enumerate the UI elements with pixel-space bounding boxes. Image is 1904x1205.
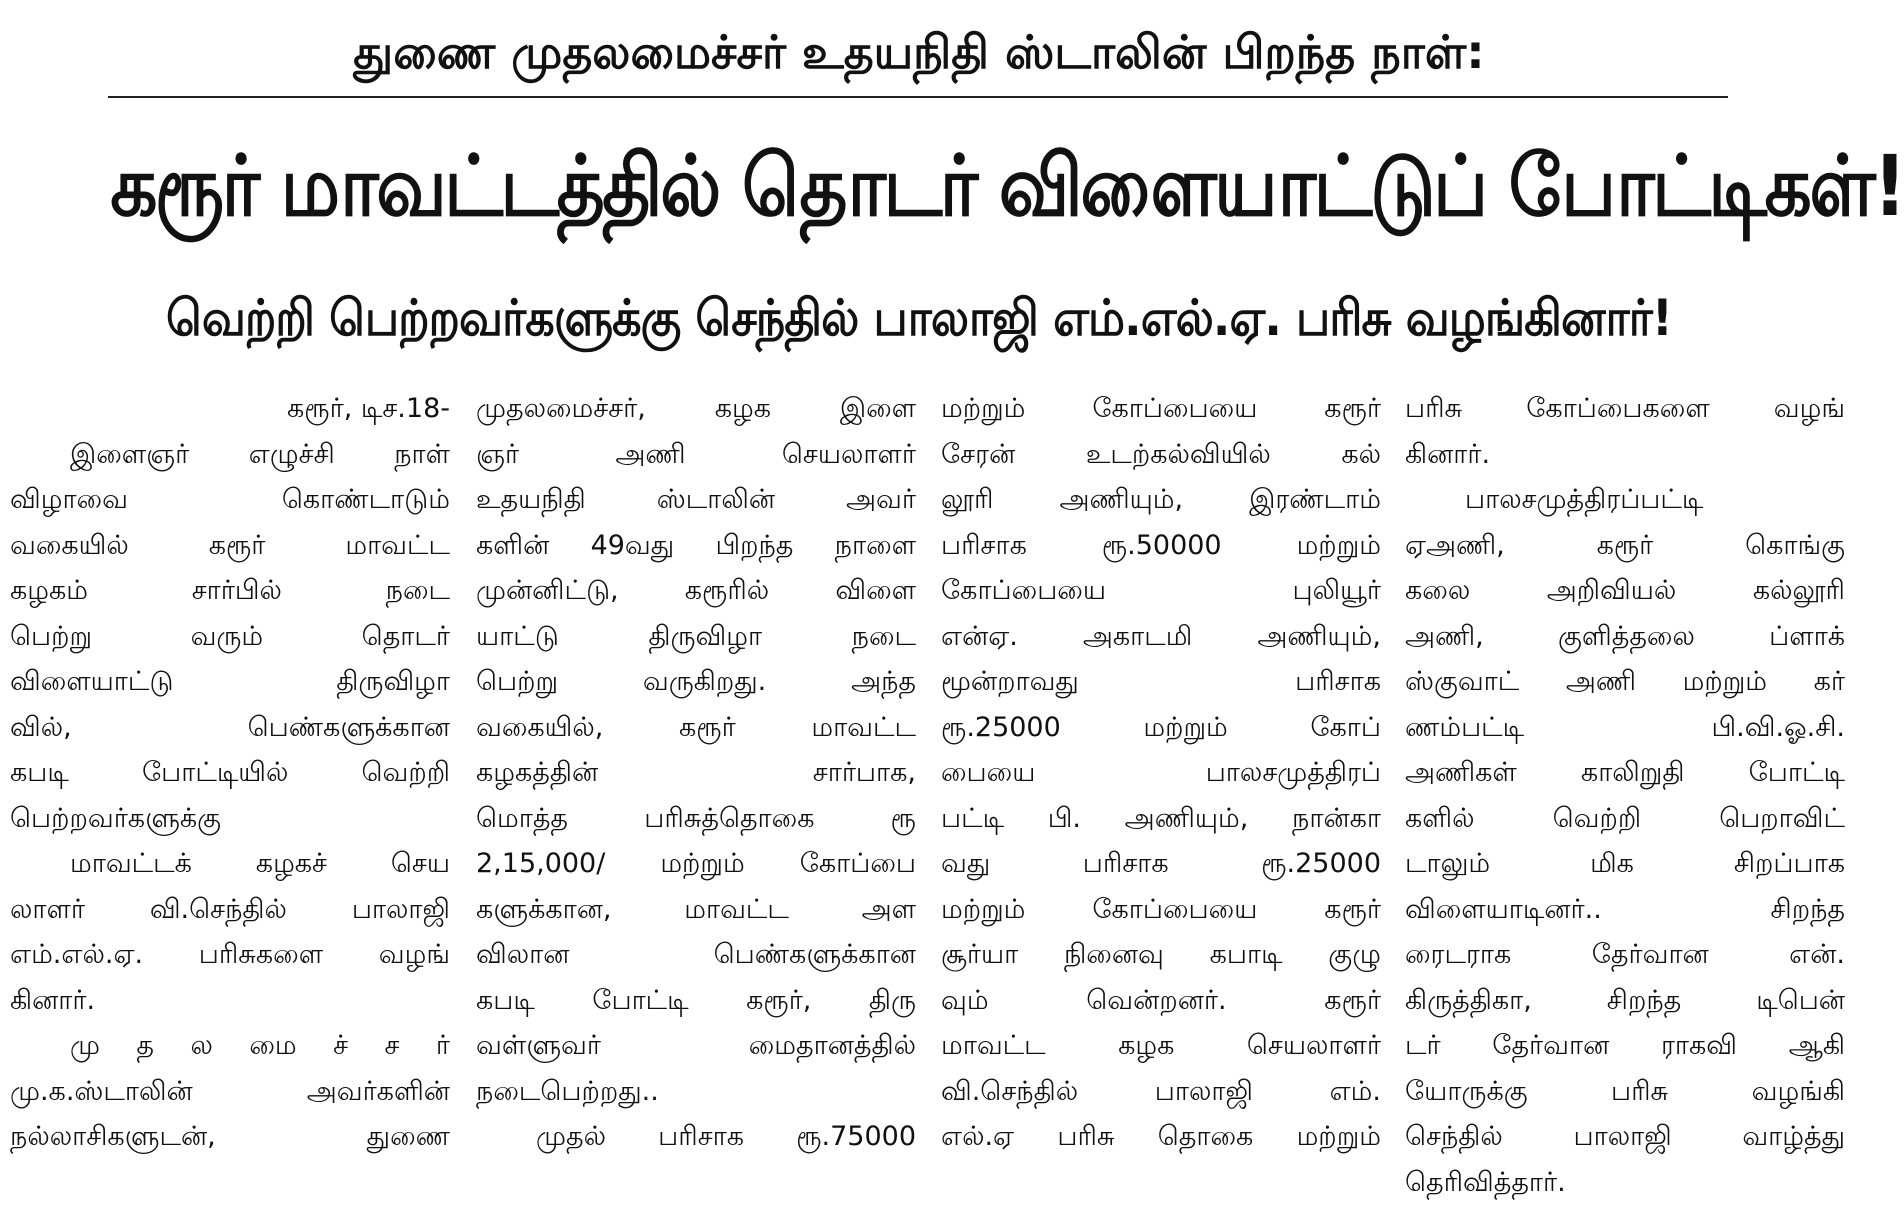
article-column-4 [1405, 386, 1845, 1176]
column-line: ரைடராக தேர்வான என். [1405, 932, 1845, 978]
column-line: கபடி போட்டியில் வெற்றி [10, 750, 450, 796]
column-line: கழகம் சார்பில் நடை [10, 568, 450, 614]
column-line: முதல் பரிசாக ரூ.75000 [476, 1114, 916, 1160]
column-line: மாவட்டக் கழகச் செய [10, 841, 450, 887]
column-line: ஞர் அணி செயலாளர் [476, 432, 916, 478]
column-line: சேரன் உடற்கல்வியில் கல் [941, 432, 1381, 478]
column-line: 2,15,000/ மற்றும் கோப்பை [476, 841, 916, 887]
column-line: வும் வென்றனர். கரூர் [941, 978, 1381, 1024]
column-line: டர் தேர்வான ராகவி ஆகி [1405, 1023, 1845, 1069]
column-line: நடைபெற்றது.. [476, 1069, 916, 1115]
column-line: வகையில், கரூர் மாவட்ட [476, 705, 916, 751]
column-line: முன்னிட்டு, கரூரில் விளை [476, 568, 916, 614]
column-line: எம்.எல்.ஏ. பரிசுகளை வழங் [10, 932, 450, 978]
column-line: மற்றும் கோப்பையை கரூர் [941, 887, 1381, 933]
column-line: மூன்றாவது பரிசாக [941, 659, 1381, 705]
column-line: செந்தில் பாலாஜி வாழ்த்து [1405, 1114, 1845, 1160]
article-column-3 [941, 386, 1381, 1176]
column-line: மு.க.ஸ்டாலின் அவர்களின் [10, 1069, 450, 1115]
column-line: ணம்பட்டி பி.வி.ஓ.சி. [1405, 705, 1845, 751]
column-line: கழகத்தின் சார்பாக, [476, 750, 916, 796]
article-subhead: வெற்றி பெற்றவர்களுக்கு செந்தில் பாலாஜி எம்.எல்.ஏ. பரிசு வழங்கினார்! [74, 282, 1765, 354]
column-line: வகையில் கரூர் மாவட்ட [10, 523, 450, 569]
column-line: அணி, குளித்தலை ப்ளாக் [1405, 614, 1845, 660]
column-line: தெரிவித்தார். [1405, 1160, 1845, 1205]
column-line: பட்டி பி. அணியும், நான்கா [941, 796, 1381, 842]
column-line: யோருக்கு பரிசு வழங்கி [1405, 1069, 1845, 1115]
column-line: நல்லாசிகளுடன், துணை [10, 1114, 450, 1160]
column-line: ரூ.25000 மற்றும் கோப் [941, 705, 1381, 751]
column-line: எல்.ஏ பரிசு தொகை மற்றும் [941, 1114, 1381, 1160]
column-line: பையை பாலசமுத்திரப் [941, 750, 1381, 796]
column-line: கோப்பையை புலியூர் [941, 568, 1381, 614]
article-column-2 [476, 386, 916, 1176]
column-line: முதலமைச்சர், கழக இளை [476, 386, 916, 432]
column-line: விளையாடினர்.. சிறந்த [1405, 887, 1845, 933]
column-line: வது பரிசாக ரூ.25000 [941, 841, 1381, 887]
column-line: கினார். [1405, 432, 1845, 478]
column-line: பெற்றவர்களுக்கு [10, 796, 450, 842]
kicker-rule [108, 96, 1728, 98]
column-line: ஏஅணி, கரூர் கொங்கு [1405, 523, 1845, 569]
column-line: லாளர் வி.செந்தில் பாலாஜி [10, 887, 450, 933]
column-line: மு த ல மை ச் ச ர் [10, 1023, 450, 1069]
column-line: சூர்யா நினைவு கபாடி குழு [941, 932, 1381, 978]
column-line: வில், பெண்களுக்கான [10, 705, 450, 751]
column-line: பரிசு கோப்பைகளை வழங் [1405, 386, 1845, 432]
dateline: கரூர், டிச.18- [10, 386, 450, 432]
column-line: என்ஏ. அகாடமி அணியும், [941, 614, 1381, 660]
column-line: களின் 49வது பிறந்த நாளை [476, 523, 916, 569]
column-line: மொத்த பரிசுத்தொகை ரூ [476, 796, 916, 842]
column-line: பாலசமுத்திரப்பட்டி [1405, 477, 1845, 523]
column-line: பெற்று வருகிறது. அந்த [476, 659, 916, 705]
column-line: பரிசாக ரூ.50000 மற்றும் [941, 523, 1381, 569]
column-line: உதயநிதி ஸ்டாலின் அவர் [476, 477, 916, 523]
column-line: களில் வெற்றி பெறாவிட் [1405, 796, 1845, 842]
column-line: கபடி போட்டி கரூர், திரு [476, 978, 916, 1024]
article-headline: கரூர் மாவட்டத்தில் தொடர் விளையாட்டுப் போட்டிகள்! [110, 126, 1727, 246]
column-line: கலை அறிவியல் கல்லூரி [1405, 568, 1845, 614]
column-line: விழாவை கொண்டாடும் [10, 477, 450, 523]
article-kicker: துணை முதலமைச்சர் உதயநிதி ஸ்டாலின் பிறந்த நாள்: [0, 22, 1838, 82]
column-line: கிருத்திகா, சிறந்த டிபென் [1405, 978, 1845, 1024]
column-line: இளைஞர் எழுச்சி நாள் [10, 432, 450, 478]
column-line: கினார். [10, 978, 450, 1024]
column-line: ஸ்குவாட் அணி மற்றும் கர் [1405, 659, 1845, 705]
column-line: அணிகள் காலிறுதி போட்டி [1405, 750, 1845, 796]
column-line: வி.செந்தில் பாலாஜி எம். [941, 1069, 1381, 1115]
column-line: விளையாட்டு திருவிழா [10, 659, 450, 705]
article-column-1 [10, 386, 450, 1176]
column-line: யாட்டு திருவிழா நடை [476, 614, 916, 660]
column-line: மாவட்ட கழக செயலாளர் [941, 1023, 1381, 1069]
column-line: பெற்று வரும் தொடர் [10, 614, 450, 660]
column-line: டாலும் மிக சிறப்பாக [1405, 841, 1845, 887]
column-line: விலான பெண்களுக்கான [476, 932, 916, 978]
column-line: வள்ளுவர் மைதானத்தில் [476, 1023, 916, 1069]
column-line: மற்றும் கோப்பையை கரூர் [941, 386, 1381, 432]
column-line: களுக்கான, மாவட்ட அள [476, 887, 916, 933]
column-line: லூரி அணியும், இரண்டாம் [941, 477, 1381, 523]
